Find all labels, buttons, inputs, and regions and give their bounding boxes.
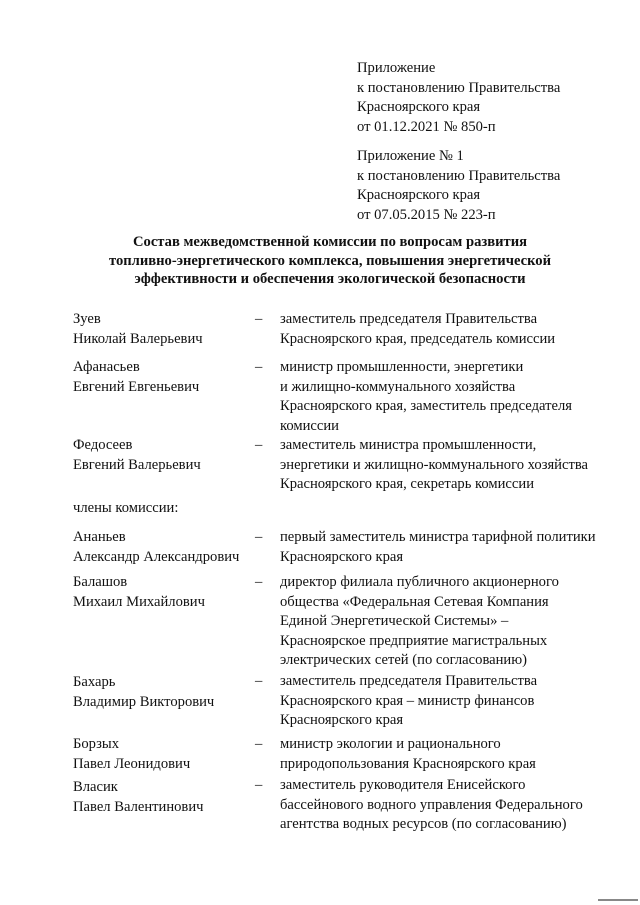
appendix-line: от 01.12.2021 № 850-п (357, 118, 496, 135)
role-line: общества «Федеральная Сетевая Компания (280, 593, 549, 610)
member-surname: Балашов (73, 574, 128, 590)
role-line: министр промышленности, энергетики (280, 359, 524, 375)
appendix-line: Красноярского края (357, 187, 481, 203)
member-surname: Афанасьев (73, 359, 140, 375)
dash-separator: – (255, 777, 263, 793)
role-line: Красноярское предприятие магистральных (280, 632, 548, 649)
member-role (280, 573, 600, 671)
member-role (280, 528, 600, 567)
role-line: Красноярского края, заместитель председателя (280, 398, 572, 414)
member-name (73, 778, 258, 817)
scan-edge-mark (598, 899, 638, 901)
role-line: директор филиала публичного акционерного (280, 574, 559, 590)
role-line: и жилищно-коммунального хозяйства (280, 378, 516, 395)
member-surname: Зуев (73, 311, 101, 327)
role-line: заместитель министра промышленности, (280, 437, 537, 453)
member-role (280, 358, 600, 436)
role-line: Красноярского края (280, 712, 404, 728)
role-line: заместитель руководителя Енисейского (280, 777, 526, 793)
member-given-names: Евгений Валерьевич (73, 456, 201, 473)
role-line: энергетики и жилищно-коммунального хозяйства (280, 456, 589, 473)
member-name (73, 436, 258, 475)
title-line: эффективности и обеспечения экологической безопасности (134, 271, 526, 287)
dash-separator: – (255, 673, 263, 689)
member-surname: Федосеев (73, 437, 133, 453)
title-line: топливно-энергетического комплекса, повышения энергетической (108, 252, 551, 269)
member-given-names: Павел Валентинович (73, 798, 204, 815)
member-name (73, 358, 258, 397)
member-surname: Власик (73, 779, 118, 795)
member-name (73, 310, 258, 349)
appendix-header-original (357, 147, 627, 225)
member-given-names: Николай Валерьевич (73, 330, 203, 347)
members-section-label: члены комиссии: (73, 500, 179, 516)
member-name (73, 673, 258, 712)
document-title (70, 233, 590, 289)
dash-separator: – (255, 736, 263, 752)
member-name (73, 528, 258, 567)
dash-separator: – (255, 359, 263, 375)
dash-separator: – (255, 437, 263, 453)
role-line: агентства водных ресурсов (по согласованию) (280, 816, 567, 832)
member-given-names: Александр Александрович (73, 548, 240, 565)
dash-separator: – (255, 529, 263, 545)
member-role (280, 310, 600, 349)
dash-separator: – (255, 574, 263, 590)
role-line: электрических сетей (по согласованию) (280, 652, 527, 668)
role-line: Единой Энергетической Системы» – (280, 613, 509, 629)
appendix-line: к постановлению Правительства (357, 79, 561, 96)
appendix-line: от 07.05.2015 № 223-п (357, 206, 496, 223)
member-surname: Борзых (73, 736, 120, 752)
member-given-names: Павел Леонидович (73, 755, 191, 772)
role-line: Красноярского края (280, 548, 404, 565)
member-surname: Ананьев (73, 529, 126, 545)
member-name (73, 573, 258, 612)
role-line: министр экологии и рационального (280, 736, 501, 752)
member-role (280, 776, 600, 835)
member-role (280, 436, 600, 495)
role-line: бассейнового водного управления Федерального (280, 796, 583, 813)
member-role (280, 735, 600, 774)
appendix-line: к постановлению Правительства (357, 167, 561, 184)
appendix-line: Приложение № 1 (357, 148, 464, 164)
member-surname: Бахарь (73, 674, 116, 690)
role-line: заместитель председателя Правительства (280, 673, 538, 689)
role-line: комиссии (280, 417, 339, 434)
role-line: первый заместитель министра тарифной политики (280, 529, 596, 545)
role-line: природопользования Красноярского края (280, 755, 536, 772)
appendix-line: Приложение (357, 60, 436, 76)
dash-separator: – (255, 311, 263, 327)
member-name (73, 735, 258, 774)
role-line: Красноярского края – министр финансов (280, 692, 535, 709)
member-given-names: Михаил Михайлович (73, 593, 205, 610)
role-line: заместитель председателя Правительства (280, 311, 538, 327)
role-line: Красноярского края, председатель комиссии (280, 330, 556, 347)
member-given-names: Владимир Викторович (73, 693, 215, 710)
member-given-names: Евгений Евгеньевич (73, 378, 200, 395)
appendix-header-current (357, 59, 627, 137)
title-line: Состав межведомственной комиссии по вопросам развития (132, 234, 527, 250)
appendix-line: Красноярского края (357, 99, 481, 115)
role-line: Красноярского края, секретарь комиссии (280, 476, 535, 492)
member-role (280, 672, 600, 731)
